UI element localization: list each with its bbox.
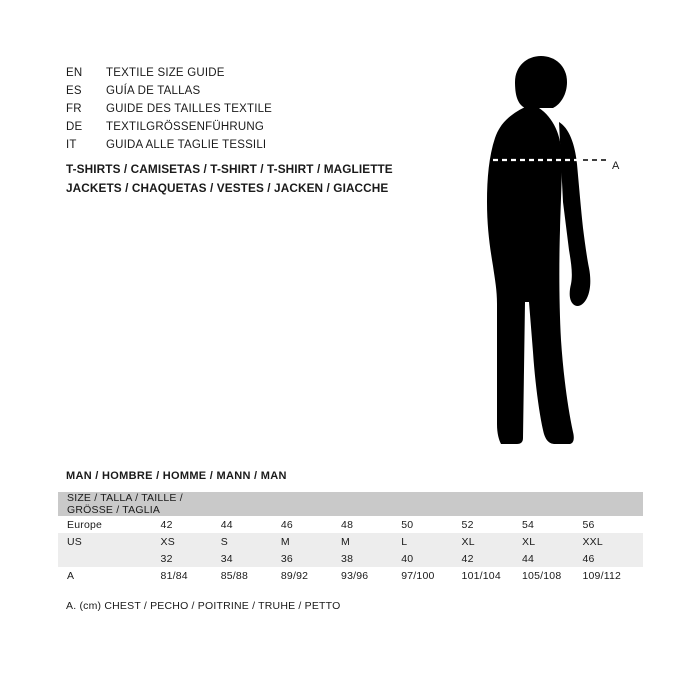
table-cell: M	[341, 533, 401, 550]
language-title: GUIDA ALLE TAGLIE TESSILI	[106, 139, 267, 151]
garment-category-tshirts: T-SHIRTS / CAMISETAS / T-SHIRT / T-SHIRT / MAGLIETTE	[66, 162, 393, 176]
table-header-spacer	[582, 492, 643, 516]
language-code: IT	[66, 139, 77, 151]
table-cell: 42	[462, 550, 522, 567]
table-row	[58, 533, 643, 550]
table-cell: XL	[462, 533, 522, 550]
table-cell: XXL	[582, 533, 643, 550]
table-row	[58, 567, 643, 584]
table-title-man: MAN / HOMBRE / HOMME / MANN / MAN	[66, 470, 287, 482]
table-cell: 46	[582, 550, 643, 567]
table-cell: 109/112	[582, 567, 643, 584]
language-title: TEXTILE SIZE GUIDE	[106, 67, 225, 79]
language-row	[66, 100, 446, 118]
row-label-a: A	[58, 567, 161, 584]
table-cell: 46	[281, 516, 341, 533]
table-cell: 38	[341, 550, 401, 567]
language-row	[66, 64, 446, 82]
table-header-spacer	[341, 492, 401, 516]
garment-category-list	[66, 160, 466, 198]
table-cell: 105/108	[522, 567, 582, 584]
row-label-us-numeric	[58, 550, 161, 567]
table-header-label: SIZE / TALLA / TAILLE / GRÖSSE / TAGLIA	[58, 492, 221, 516]
language-code: FR	[66, 103, 82, 115]
language-row	[66, 82, 446, 100]
language-title: TEXTILGRÖSSENFÜHRUNG	[106, 121, 264, 133]
table-cell: 36	[281, 550, 341, 567]
table-cell: L	[401, 533, 461, 550]
language-title: GUIDE DES TAILLES TEXTILE	[106, 103, 273, 115]
table-cell: XL	[522, 533, 582, 550]
language-code: EN	[66, 67, 83, 79]
row-label-us: US	[58, 533, 161, 550]
language-row	[66, 136, 446, 154]
table-cell: 101/104	[462, 567, 522, 584]
table-cell: 81/84	[161, 567, 221, 584]
man-silhouette-illustration	[455, 52, 675, 452]
table-cell: 50	[401, 516, 461, 533]
table-cell: 44	[522, 550, 582, 567]
table-cell: 56	[582, 516, 643, 533]
table-cell: 42	[161, 516, 221, 533]
silhouette-shape	[487, 56, 590, 444]
table-footnote: A. (cm) CHEST / PECHO / POITRINE / TRUHE / PETTO	[66, 600, 341, 612]
table-header-spacer	[522, 492, 582, 516]
table-cell: 44	[221, 516, 281, 533]
table-cell: 97/100	[401, 567, 461, 584]
size-table	[58, 492, 643, 584]
table-cell: 48	[341, 516, 401, 533]
table-cell: 34	[221, 550, 281, 567]
table-row	[58, 516, 643, 533]
row-label-europe: Europe	[58, 516, 161, 533]
table-header-row	[58, 492, 643, 516]
table-cell: 40	[401, 550, 461, 567]
table-cell: 93/96	[341, 567, 401, 584]
table-cell: 52	[462, 516, 522, 533]
table-cell: 32	[161, 550, 221, 567]
language-code: DE	[66, 121, 83, 133]
language-code: ES	[66, 85, 82, 97]
table-cell: S	[221, 533, 281, 550]
table-header-spacer	[281, 492, 341, 516]
garment-category-jackets: JACKETS / CHAQUETAS / VESTES / JACKEN / GIACCHE	[66, 181, 389, 195]
language-title: GUÍA DE TALLAS	[106, 85, 201, 97]
table-cell: 89/92	[281, 567, 341, 584]
table-cell: M	[281, 533, 341, 550]
table-header-spacer	[221, 492, 281, 516]
table-cell: 85/88	[221, 567, 281, 584]
measure-label-a: A	[612, 160, 620, 172]
table-row	[58, 550, 643, 567]
table-header-spacer	[462, 492, 522, 516]
table-header-spacer	[401, 492, 461, 516]
language-row	[66, 118, 446, 136]
table-cell: XS	[161, 533, 221, 550]
language-title-list	[66, 64, 446, 154]
table-cell: 54	[522, 516, 582, 533]
